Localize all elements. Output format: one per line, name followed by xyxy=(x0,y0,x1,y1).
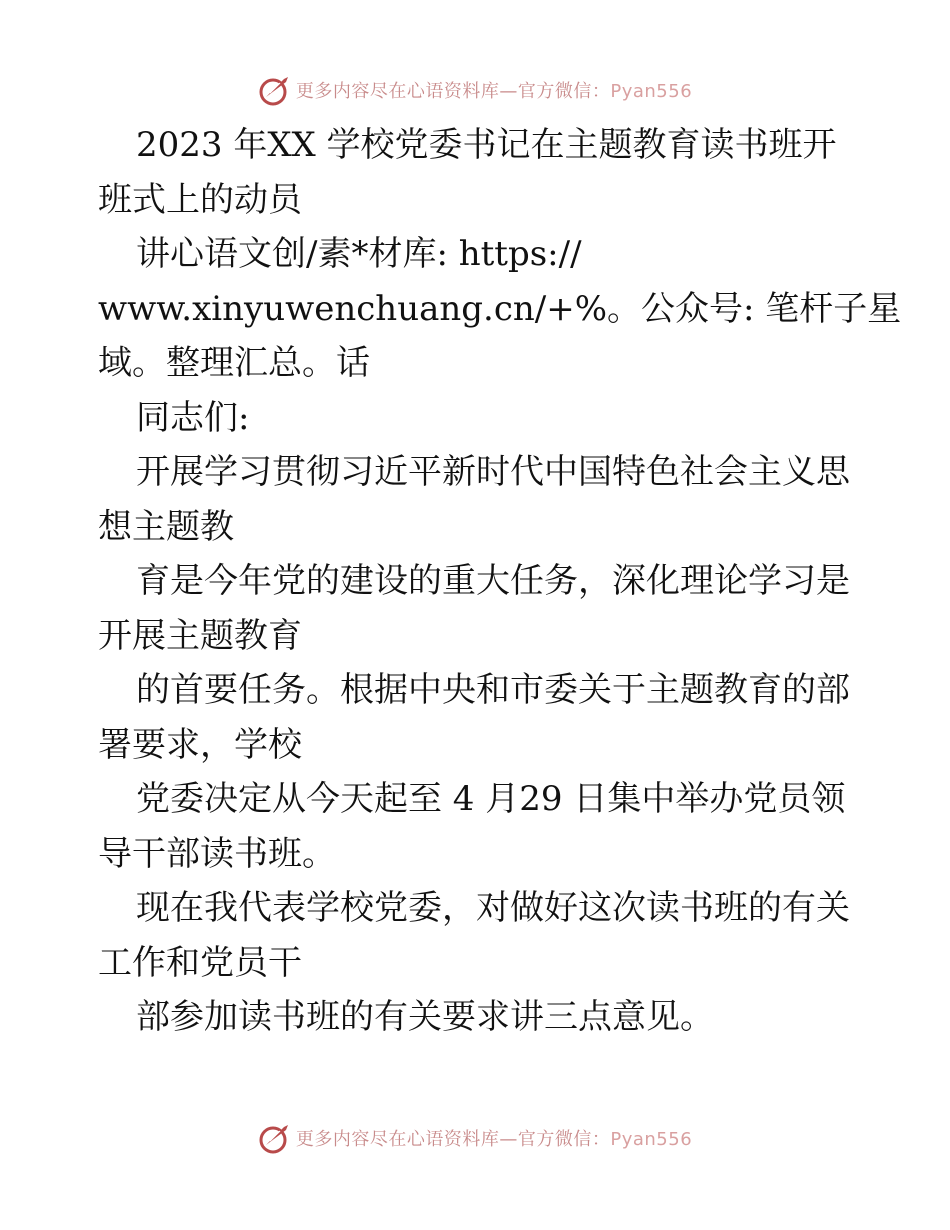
wechat-id: Pyan556 xyxy=(610,81,693,102)
text-line: 育是今年党的建设的重大任务，深化理论学习是 xyxy=(136,561,850,601)
text-line: 署要求，学校 xyxy=(98,724,302,765)
text-line: 部参加读书班的有关要求讲三点意见。 xyxy=(136,997,714,1037)
text-line: 开展主题教育 xyxy=(98,615,302,656)
text-line: 同志们: xyxy=(136,397,250,438)
banner-text: 更多内容尽在心语资料库—官方微信： xyxy=(295,1129,611,1150)
text-line: 班式上的动员 xyxy=(98,179,302,220)
header-banner xyxy=(0,70,950,110)
footer-banner xyxy=(0,1118,950,1158)
feather-pen-circle-icon xyxy=(258,73,292,107)
text-line: 党委决定从今天起至 4 月29 日集中举办党员领 xyxy=(136,779,846,819)
feather-pen-circle-icon xyxy=(258,1121,292,1155)
banner-text: 更多内容尽在心语资料库—官方微信： xyxy=(295,81,611,102)
text-line: 现在我代表学校党委，对做好这次读书班的有关 xyxy=(136,888,850,928)
wechat-id: Pyan556 xyxy=(610,1129,693,1150)
document-body xyxy=(98,118,902,1045)
text-line: 讲心语文创/素*材库: https:// xyxy=(136,234,582,274)
text-line: 工作和党员干 xyxy=(98,942,302,983)
text-line: 想主题教 xyxy=(98,506,234,547)
text-line: 的首要任务。根据中央和市委关于主题教育的部 xyxy=(136,670,850,710)
text-line: www.xinyuwenchuang.cn/+%。公众号: 笔杆子星 xyxy=(98,288,902,329)
text-line: 导干部读书班。 xyxy=(98,833,336,874)
text-line: 域。整理汇总。话 xyxy=(98,343,370,383)
text-line: 开展学习贯彻习近平新时代中国特色社会主义思 xyxy=(136,452,850,492)
text-line: 2023 年XX 学校党委书记在主题教育读书班开 xyxy=(136,125,837,165)
